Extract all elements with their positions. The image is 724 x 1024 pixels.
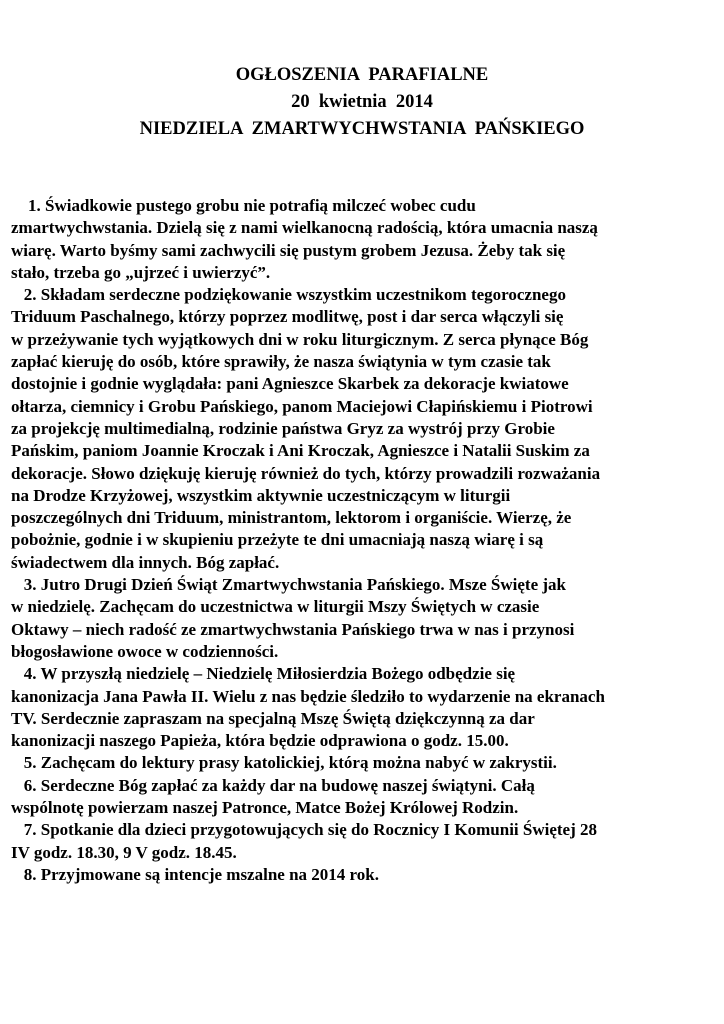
text-line: ołtarza, ciemnicy i Grobu Pańskiego, panom Maciejowi Cłapińskiemu i Piotrowi — [11, 396, 593, 416]
text-line: świadectwem dla innych. Bóg zapłać. — [11, 552, 280, 572]
text-line: wiarę. Warto byśmy sami zachwycili się pustym grobem Jezusa. Żeby tak się — [11, 240, 566, 260]
text-line: kanonizacja Jana Pawła II. Wielu z nas będzie śledziło to wydarzenie na ekranach — [11, 686, 605, 706]
text-line: dekoracje. Słowo dziękuję kieruję również do tych, którzy prowadzili rozważania — [11, 463, 601, 483]
text-line: TV. Serdecznie zapraszam na specjalną Mszę Świętą dziękczynną za dar — [11, 708, 535, 728]
text-line: zmartwychwstania. Dzielą się z nami wielkanocną radością, która umacnia naszą — [11, 218, 598, 238]
text-line: 1. Świadkowie pustego grobu nie potrafią milczeć wobec cudu — [11, 196, 476, 215]
text-line: Triduum Paschalnego, którzy poprzez modlitwę, post i dar serca włączyli się — [11, 307, 564, 327]
text-line: 8. Przyjmowane są intencje mszalne na 2014 rok. — [11, 864, 379, 884]
text-line: IV godz. 18.30, 9 V godz. 18.45. — [11, 842, 237, 862]
text-line: w niedzielę. Zachęcam do uczestnictwa w liturgii Mszy Świętych w czasie — [11, 597, 540, 617]
text-line: w przeżywanie tych wyjątkowych dni w roku liturgicznym. Z serca płynące Bóg — [11, 329, 589, 349]
announcement-body — [11, 195, 721, 886]
text-line: błogosławione owoce w codzienności. — [11, 641, 279, 661]
announcement-header — [0, 62, 724, 143]
header-feast: NIEDZIELA ZMARTWYCHWSTANIA PAŃSKIEGO — [139, 119, 585, 139]
header-date: 20 kwietnia 2014 — [291, 92, 433, 112]
text-line: zapłać kieruję do osób, które sprawiły, że nasza świątynia w tym czasie tak — [11, 352, 551, 372]
text-line: 5. Zachęcam do lektury prasy katolickiej, którą można nabyć w zakrystii. — [11, 753, 557, 773]
text-line: poszczególnych dni Triduum, ministrantom, lektorom i organiście. Wierzę, że — [11, 508, 572, 528]
text-line: 4. W przyszłą niedzielę – Niedzielę Miłosierdzia Bożego odbędzie się — [11, 664, 516, 684]
text-line: 3. Jutro Drugi Dzień Świąt Zmartwychwstania Pańskiego. Msze Święte jak — [11, 575, 566, 595]
text-line: 6. Serdeczne Bóg zapłać za każdy dar na budowę naszej świątyni. Całą — [11, 775, 535, 795]
text-line: 2. Składam serdeczne podziękowanie wszystkim uczestnikom tegorocznego — [11, 285, 566, 305]
text-line: pobożnie, godnie i w skupieniu przeżyte te dni umacniają naszą wiarę i są — [11, 530, 544, 550]
text-line: na Drodze Krzyżowej, wszystkim aktywnie uczestniczącym w liturgii — [11, 485, 511, 505]
text-line: 7. Spotkanie dla dzieci przygotowujących się do Rocznicy I Komunii Świętej 28 — [11, 820, 598, 840]
text-line: dostojnie i godnie wyglądała: pani Agnieszce Skarbek za dekoracje kwiatowe — [11, 374, 569, 394]
text-line: stało, trzeba go „ujrzeć i uwierzyć”. — [11, 262, 271, 282]
text-line: Pańskim, paniom Joannie Kroczak i Ani Kroczak, Agnieszce i Natalii Suskim za — [11, 441, 590, 461]
text-line: za projekcję multimedialną, rodzinie państwa Gryz za wystrój przy Grobie — [11, 418, 555, 438]
header-title: OGŁOSZENIA PARAFIALNE — [235, 65, 489, 85]
text-line: wspólnotę powierzam naszej Patronce, Matce Bożej Królowej Rodzin. — [11, 798, 519, 818]
text-line: kanonizacji naszego Papieża, która będzie odprawiona o godz. 15.00. — [11, 731, 509, 751]
text-line: Oktawy – niech radość ze zmartwychwstania Pańskiego trwa w nas i przynosi — [11, 619, 575, 639]
